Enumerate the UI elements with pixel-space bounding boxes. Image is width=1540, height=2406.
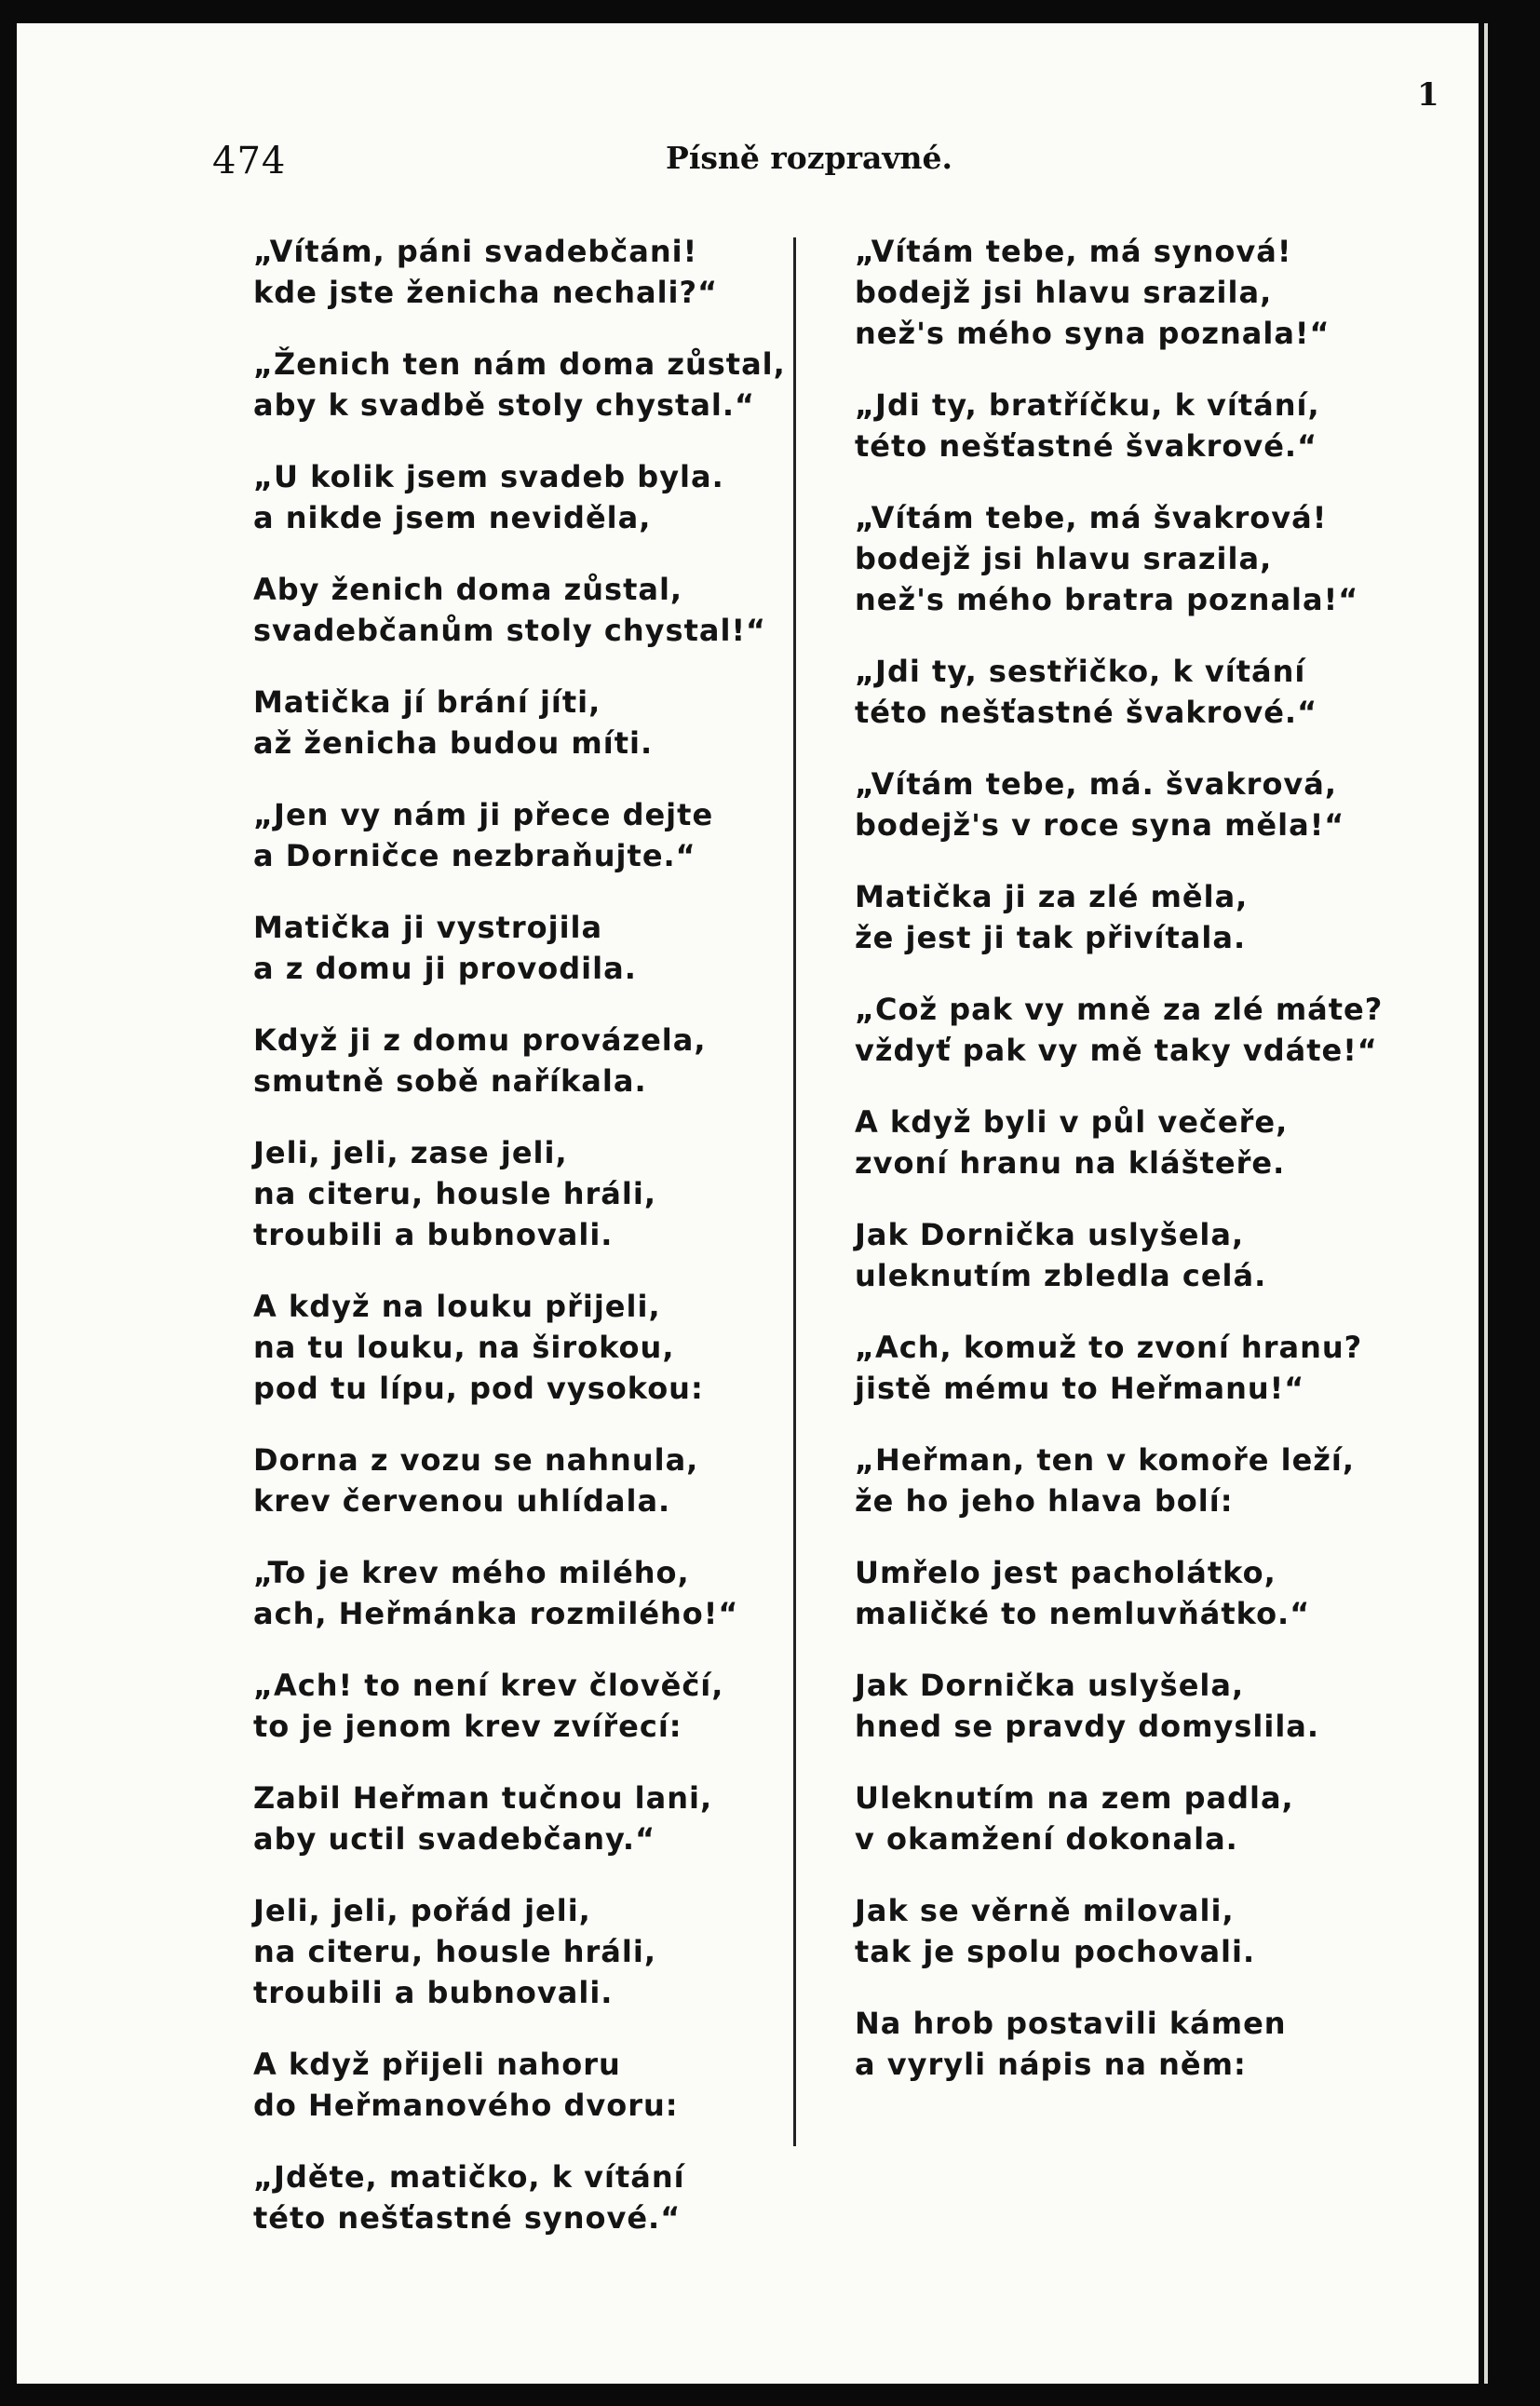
- verse-line: zvoní hranu na klášteře.: [855, 1145, 1286, 1181]
- verse-line: „Jen vy nám ji přece dejte: [253, 797, 714, 832]
- stanza: [253, 2044, 775, 2126]
- verse-line: vždyť pak vy mě taky vdáte!“: [855, 1033, 1378, 1068]
- verse-line: této nešťastné švakrové.“: [855, 428, 1318, 464]
- verse-line: na citeru, housle hráli,: [253, 1934, 656, 1969]
- verse-line: Jak se věrně milovali,: [855, 1893, 1235, 1928]
- verse-line: bodejž's v roce syna měla!“: [855, 807, 1345, 843]
- verse-line: to je jenom krev zvířecí:: [253, 1709, 682, 1744]
- verse-line: Matička jí brání jíti,: [253, 684, 601, 720]
- right-column: [855, 231, 1413, 2115]
- verse-line: a Dorničce nezbraňujte.“: [253, 838, 696, 873]
- verse-line: „To je krev mého milého,: [253, 1555, 690, 1590]
- verse-line: Dorna z vozu se nahnula,: [253, 1442, 699, 1478]
- verse-line: a vyryli nápis na něm:: [855, 2047, 1247, 2082]
- verse-line: Umřelo jest pacholátko,: [855, 1555, 1277, 1590]
- verse-line: Když ji z domu provázela,: [253, 1022, 707, 1058]
- verse-line: „Ach, komuž to zvoní hranu?: [855, 1330, 1363, 1365]
- verse-line: jistě mému to Heřmanu!“: [855, 1371, 1305, 1406]
- verse-line: krev červenou uhlídala.: [253, 1483, 671, 1519]
- verse-line: „Jdi ty, bratříčku, k vítání,: [855, 387, 1320, 423]
- stanza: [855, 497, 1413, 620]
- stanza: [253, 344, 786, 426]
- stanza: [855, 1214, 1413, 1296]
- verse-line: Jeli, jeli, pořád jeli,: [253, 1893, 591, 1928]
- verse-line: maličké to nemluvňátko.“: [855, 1596, 1311, 1631]
- verse-line: „Vítám tebe, má synová!: [855, 234, 1292, 269]
- verse-line: tak je spolu pochovali.: [855, 1934, 1256, 1969]
- verse-line: Aby ženich doma zůstal,: [253, 572, 683, 607]
- verse-line: než's mého bratra poznala!“: [855, 582, 1359, 617]
- verse-line: kde jste ženicha nechali?“: [253, 275, 719, 310]
- verse-line: až ženicha budou míti.: [253, 725, 654, 761]
- verse-line: do Heřmanového dvoru:: [253, 2088, 679, 2123]
- verse-line: než's mého syna poznala!“: [855, 316, 1331, 351]
- verse-line: Matička ji vystrojila: [253, 910, 603, 945]
- verse-line: pod tu lípu, pod vysokou:: [253, 1371, 704, 1406]
- stanza: [253, 231, 775, 313]
- stanza: [253, 1132, 775, 1255]
- stanza: [253, 1552, 775, 1634]
- verse-line: „U kolik jsem svadeb byla.: [253, 459, 724, 494]
- verse-line: Jak Dornička uslyšela,: [855, 1217, 1245, 1252]
- stanza: [253, 2156, 775, 2238]
- verse-line: aby uctil svadebčany.“: [253, 1821, 656, 1857]
- page-number: 474: [212, 140, 287, 182]
- stanza: [253, 794, 775, 876]
- verse-line: Zabil Heřman tučnou lani,: [253, 1780, 713, 1816]
- verse-line: Uleknutím na zem padla,: [855, 1780, 1294, 1816]
- verse-line: této nešťastné synové.“: [253, 2200, 682, 2236]
- verse-line: smutně sobě naříkala.: [253, 1063, 647, 1099]
- verse-line: že jest ji tak přivítala.: [855, 920, 1247, 955]
- stanza: [855, 1665, 1413, 1747]
- verse-line: „Ženich ten nám doma zůstal,: [253, 346, 786, 382]
- left-column: [253, 231, 786, 2269]
- stanza: [855, 764, 1413, 845]
- verse-line: A když na louku přijeli,: [253, 1289, 661, 1324]
- verse-line: ach, Heřmánka rozmilého!“: [253, 1596, 739, 1631]
- stanza: [253, 682, 775, 764]
- stanza: [855, 385, 1413, 466]
- stanza: [253, 1665, 775, 1747]
- verse-line: „Jděte, matičko, k vítání: [253, 2159, 685, 2195]
- stanza: [855, 651, 1413, 733]
- verse-line: Jak Dornička uslyšela,: [855, 1668, 1245, 1703]
- verse-line: „Jdi ty, sestřičko, k vítání: [855, 654, 1306, 689]
- verse-line: na citeru, housle hráli,: [253, 1176, 656, 1211]
- column-divider: [793, 237, 796, 2146]
- running-title: Písně rozpravné.: [666, 140, 953, 176]
- page-edge: [1484, 23, 1488, 2384]
- verse-line: A když přijeli nahoru: [253, 2047, 621, 2082]
- stanza: [855, 1327, 1413, 1409]
- stanza: [855, 1440, 1413, 1521]
- stanza: [855, 989, 1413, 1071]
- verse-line: Matička ji za zlé měla,: [855, 879, 1249, 914]
- verse-line: v okamžení dokonala.: [855, 1821, 1238, 1857]
- verse-line: svadebčanům stoly chystal!“: [253, 613, 767, 648]
- stanza: [855, 2003, 1413, 2085]
- verse-line: „Heřman, ten v komoře leží,: [855, 1442, 1356, 1478]
- verse-line: bodejž jsi hlavu srazila,: [855, 275, 1273, 310]
- verse-line: hned se pravdy domyslila.: [855, 1709, 1320, 1744]
- stanza: [253, 456, 775, 538]
- verse-line: „Vítám tebe, má švakrová!: [855, 500, 1328, 535]
- verse-line: této nešťastné švakrové.“: [855, 695, 1318, 730]
- stanza: [855, 231, 1413, 354]
- verse-line: troubili a bubnovali.: [253, 1217, 614, 1252]
- verse-line: troubili a bubnovali.: [253, 1975, 614, 2010]
- verse-line: Jeli, jeli, zase jeli,: [253, 1135, 568, 1170]
- verse-line: „Vítám tebe, má. švakrová,: [855, 766, 1338, 802]
- stanza: [253, 569, 775, 651]
- verse-line: „Vítám, páni svadebčani!: [253, 234, 698, 269]
- stanza: [253, 1777, 775, 1859]
- verse-line: uleknutím zbledla celá.: [855, 1258, 1267, 1293]
- verse-line: a nikde jsem neviděla,: [253, 500, 652, 535]
- stanza: [253, 1440, 775, 1521]
- corner-mark: 1: [1417, 76, 1439, 114]
- verse-line: a z domu ji provodila.: [253, 951, 637, 986]
- verse-line: „Což pak vy mně za zlé máte?: [855, 992, 1384, 1027]
- stanza: [253, 1020, 775, 1102]
- stanza: [253, 907, 775, 989]
- verse-line: A když byli v půl večeře,: [855, 1104, 1289, 1140]
- verse-line: aby k svadbě stoly chystal.“: [253, 387, 756, 423]
- stanza: [855, 1777, 1413, 1859]
- stanza: [855, 1552, 1413, 1634]
- verse-line: bodejž jsi hlavu srazila,: [855, 541, 1273, 576]
- verse-line: „Ach! to není krev člověčí,: [253, 1668, 724, 1703]
- stanza: [855, 1102, 1413, 1183]
- stanza: [855, 876, 1413, 958]
- verse-line: na tu louku, na širokou,: [253, 1330, 675, 1365]
- verse-line: Na hrob postavili kámen: [855, 2006, 1287, 2041]
- stanza: [253, 1286, 775, 1409]
- verse-line: že ho jeho hlava bolí:: [855, 1483, 1234, 1519]
- stanza: [855, 1890, 1413, 1972]
- stanza: [253, 1890, 775, 2013]
